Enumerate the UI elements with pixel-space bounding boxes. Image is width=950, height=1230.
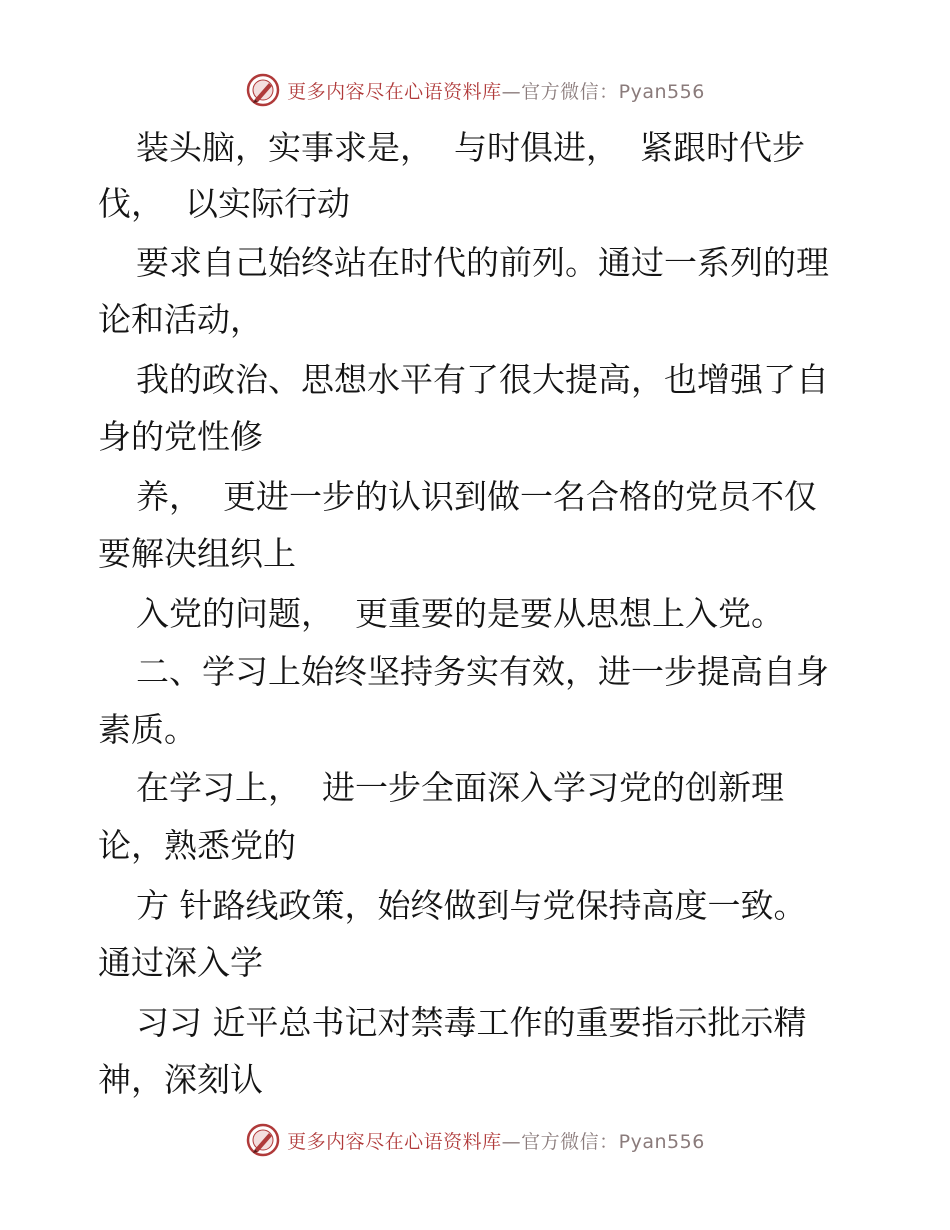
header-banner-dash: — bbox=[501, 80, 522, 103]
body-line: 养， 更进一步的认识到做一名合格的党员不仅 bbox=[136, 477, 817, 516]
body-line: 神，深刻认 bbox=[98, 1060, 263, 1099]
body-line: 伐， 以实际行动 bbox=[98, 184, 350, 223]
body-line: 论和活动， bbox=[98, 300, 263, 339]
body-line: 我的政治、思想水平有了很大提高，也增强了自 bbox=[136, 360, 829, 399]
body-line: 习习 近平总书记对禁毒工作的重要指示批示精 bbox=[136, 1003, 807, 1042]
footer-banner-wechat: 官方微信：Pyan556 bbox=[521, 1130, 705, 1153]
body-line: 装头脑，实事求是， 与时俱进， 紧跟时代步 bbox=[136, 128, 805, 167]
header-banner-wechat: 官方微信：Pyan556 bbox=[521, 80, 705, 103]
header-banner-text bbox=[287, 77, 705, 104]
body-line: 论，熟悉党的 bbox=[98, 826, 296, 865]
footer-banner-dash: — bbox=[501, 1130, 522, 1153]
pen-logo-icon bbox=[245, 72, 281, 108]
body-line: 要求自己始终站在时代的前列。通过一系列的理 bbox=[136, 243, 829, 282]
body-line: 入党的问题， 更重要的是要从思想上入党。 bbox=[136, 594, 784, 633]
pen-logo-icon bbox=[245, 1122, 281, 1158]
body-line: 通过深入学 bbox=[98, 943, 263, 982]
header-banner bbox=[0, 70, 950, 110]
body-line: 素质。 bbox=[98, 710, 197, 749]
footer-banner-text bbox=[287, 1127, 705, 1154]
body-line: 方 针路线政策，始终做到与党保持高度一致。 bbox=[136, 886, 807, 925]
body-line: 身的党性修 bbox=[98, 417, 263, 456]
header-banner-title: 更多内容尽在心语资料库 bbox=[287, 80, 502, 103]
body-line: 二、学习上始终坚持务实有效，进一步提高自身 bbox=[136, 652, 829, 691]
footer-banner-title: 更多内容尽在心语资料库 bbox=[287, 1130, 502, 1153]
body-line: 要解决组织上 bbox=[98, 534, 296, 573]
footer-banner bbox=[0, 1120, 950, 1160]
body-line: 在学习上， 进一步全面深入学习党的创新理 bbox=[136, 768, 784, 807]
